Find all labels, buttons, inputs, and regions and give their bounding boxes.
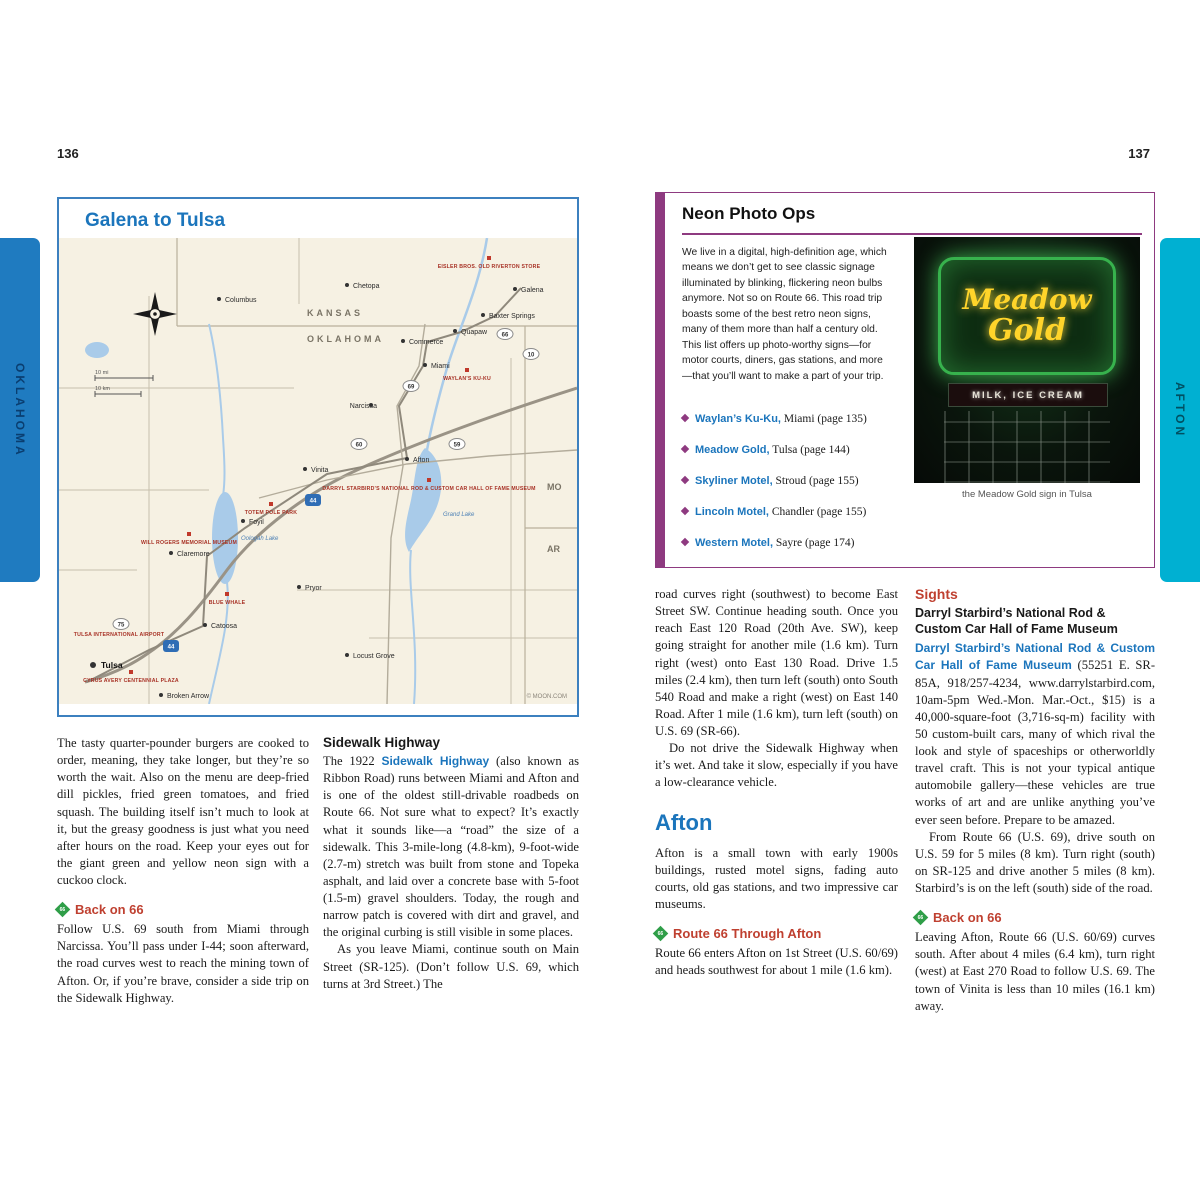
poi-blue-whale: BLUE WHALE bbox=[208, 600, 246, 606]
state-label-kansas: KANSAS bbox=[307, 308, 364, 318]
museum-directions-paragraph: From Route 66 (U.S. 69), drive south on U.S. 59 for 5 miles (8 km). Turn right (south) on SR-125 and drive another 5 miles (8 km). Starbird’s is on the left (south) side of the road. bbox=[915, 829, 1155, 895]
neon-item-detail: Sayre (page 174) bbox=[773, 537, 855, 549]
lake-label-oologah: Oologah Lake bbox=[241, 536, 279, 542]
state-label-oklahoma: OKLAHOMA bbox=[307, 334, 384, 344]
neon-photo-ops-title: Neon Photo Ops bbox=[682, 204, 816, 223]
diamond-bullet-icon bbox=[681, 476, 689, 484]
back-on-66-heading-left bbox=[57, 902, 309, 917]
neon-sign-list bbox=[682, 409, 914, 551]
state-label-mo: MO bbox=[547, 482, 562, 492]
left-column-1 bbox=[57, 735, 309, 1007]
neon-item-name: Skyliner Motel, bbox=[695, 475, 773, 487]
city-catoosa: Catoosa bbox=[211, 623, 238, 630]
scale-mi-label: 10 mi bbox=[95, 370, 109, 376]
diamond-bullet-icon bbox=[681, 538, 689, 546]
shield-60: 60 bbox=[355, 442, 363, 449]
chapter-tab-afton-label: AFTON bbox=[1173, 381, 1187, 439]
leave-miami-paragraph: As you leave Miami, continue south on Main Street (SR-125). (Don’t follow U.S. 69, which turns at 3rd Street.) The bbox=[323, 942, 579, 991]
page-number-left: 136 bbox=[57, 146, 79, 161]
neon-item-detail: Miami (page 135) bbox=[780, 413, 867, 425]
sidebar-rule bbox=[682, 233, 1142, 235]
back-on-66-heading-right bbox=[915, 910, 1155, 925]
neon-sign-word-2: Gold bbox=[987, 313, 1066, 348]
museum-text: (55251 E. SR-85A, 918/257-4234, www.darrylstarbird.com, 10am-5pm Wed.-Mon. Mar.-Oct., $15) is a 40,000-square-foot (3,716-sq-m) facility with 50 custom-built cars, many of which rival the look and style of spaceships or otherworldly travel craft. This is not your typical antique automobile gallery—these vehicles are true works of art and are unlike anything you’ve ever seen before. Prepare to be amazed. bbox=[915, 658, 1156, 827]
city-quapaw: Quapaw bbox=[461, 329, 488, 336]
sidewalk-highway-link: Sidewalk Highway bbox=[381, 754, 490, 768]
shield-59: 59 bbox=[453, 442, 461, 449]
route66-icon: 66 bbox=[913, 910, 929, 926]
route-66-through-afton-paragraph: Route 66 enters Afton on 1st Street (U.S. 60/69) and heads southwest for about 1 mile (1.6 km). bbox=[655, 946, 898, 978]
shield-i44-a: 44 bbox=[309, 498, 317, 505]
neon-intro-paragraph: We live in a digital, high-definition age, which means we don’t get to see classic signage illuminated by blinking, flickering neon bulbs anymore. Not so on Route 66. This road trip boasts some of the best retro neon signs, many of them more than half a century old. This list offers up photo-worthy signs—for motor courts, diners, gas stations, and more—that you’ll want to make a part of your trip. bbox=[682, 247, 887, 382]
list-item bbox=[682, 409, 914, 427]
afton-intro-paragraph: Afton is a small town with early 1900s buildings, rusted motel signs, fading auto courts, old gas stations, and two impressive car museums. bbox=[655, 845, 898, 911]
city-broken-arrow: Broken Arrow bbox=[167, 693, 210, 700]
back-on-66-paragraph-left: Follow U.S. 69 south from Miami through Narcissa. You’ll pass under I-44; soon afterward, the road curves west to reach the mining town of Afton. Or, if you’re brave, consider a side trip on the Sidewalk Highway. bbox=[57, 922, 309, 1005]
scale-km-label: 10 km bbox=[95, 386, 110, 392]
back-on-66-paragraph-right: Leaving Afton, Route 66 (U.S. 60/69) curves south. After about 4 miles (6.4 km), turn right (west) at East 270 Road to follow U.S. 69. The town of Vinita is less than 10 miles (16.1 km) away. bbox=[915, 930, 1155, 1013]
diamond-bullet-icon bbox=[681, 507, 689, 515]
neon-sign-subtext-bar bbox=[948, 383, 1108, 407]
map-title: Galena to Tulsa bbox=[85, 210, 226, 231]
sidebar-accent-bar bbox=[656, 193, 665, 567]
poi-will-rogers: WILL ROGERS MEMORIAL MUSEUM bbox=[141, 540, 237, 546]
city-locust-grove: Locust Grove bbox=[353, 653, 395, 660]
museum-paragraph bbox=[915, 640, 1155, 828]
sidewalk-highway-paragraph bbox=[323, 753, 579, 941]
city-claremore: Claremore bbox=[177, 551, 210, 558]
diamond-bullet-icon bbox=[681, 445, 689, 453]
page-number-right: 137 bbox=[1128, 146, 1150, 161]
list-item bbox=[682, 502, 914, 520]
sights-heading: Sights bbox=[915, 586, 958, 602]
map-panel bbox=[57, 197, 579, 717]
city-narcissa: Narcissa bbox=[349, 403, 377, 410]
poi-cyrus-avery: CYRUS AVERY CENTENNIAL PLAZA bbox=[83, 678, 179, 684]
city-chetopa: Chetopa bbox=[353, 283, 380, 290]
neon-item-name: Western Motel, bbox=[695, 537, 774, 549]
back-on-66-label-left: Back on 66 bbox=[75, 902, 144, 918]
chapter-tab-oklahoma-label: OKLAHOMA bbox=[13, 362, 27, 458]
left-column-2 bbox=[323, 735, 579, 993]
museum-title: Darryl Starbird’s National Rod & Custom Car Hall of Fame Museum bbox=[915, 606, 1118, 636]
museum-link: Darryl Starbird’s National Rod & Custom Car Hall of Fame Museum bbox=[915, 641, 1155, 673]
chapter-tab-afton bbox=[1160, 238, 1200, 582]
city-miami: Miami bbox=[431, 363, 450, 370]
list-item bbox=[682, 471, 914, 489]
poi-tulsa-airport: TULSA INTERNATIONAL AIRPORT bbox=[73, 632, 165, 638]
right-column-1 bbox=[655, 586, 898, 979]
list-item bbox=[682, 440, 914, 458]
meadow-gold-photo bbox=[914, 237, 1140, 483]
map-credit: © MOON.COM bbox=[526, 694, 567, 700]
neon-sign-panel bbox=[938, 257, 1116, 375]
poi-darryl-starbird: DARRYL STARBIRD’S NATIONAL ROD & CUSTOM CAR HALL OF FAME MUSEUM bbox=[322, 486, 536, 492]
sign-scaffold bbox=[944, 411, 1110, 483]
shield-69: 69 bbox=[407, 384, 415, 391]
route66-icon: 66 bbox=[653, 926, 669, 942]
sidewalk-highway-heading: Sidewalk Highway bbox=[323, 735, 441, 750]
neon-item-name: Meadow Gold, bbox=[695, 444, 770, 456]
city-afton: Afton bbox=[413, 457, 430, 464]
state-label-ar: AR bbox=[547, 544, 560, 554]
city-columbus: Columbus bbox=[225, 297, 257, 304]
route-66-through-afton-heading bbox=[655, 926, 898, 941]
neon-item-detail: Stroud (page 155) bbox=[772, 475, 859, 487]
neon-item-name: Lincoln Motel, bbox=[695, 506, 769, 518]
city-baxter-springs: Baxter Springs bbox=[489, 313, 535, 320]
neon-item-name: Waylan’s Ku-Ku, bbox=[695, 413, 781, 425]
sidewalk-text-after: (also known as Ribbon Road) runs between Miami and Afton and is one of the oldest still-drivable roadbeds on Route 66. Not sure what to expect? It’s exactly what it sounds like—a “road” the size of a sidewalk. This 3-mile-long (4.8-km), 9-foot-wide (2.7-m) stretch was built from stone and Topeka asphalt, and laid over a concrete base with 5-foot (1.5-m) gravel shoulders. Today, the rough and narrow patch is covered with dirt and gravel, and the original curbing is still visible in some places. bbox=[323, 754, 579, 940]
lake-label-grand: Grand Lake bbox=[443, 512, 475, 518]
poi-waylans-kuku: WAYLAN’S KU-KU bbox=[443, 376, 491, 382]
back-on-66-label-right: Back on 66 bbox=[933, 910, 1002, 926]
shield-66: 66 bbox=[501, 332, 509, 339]
city-galena: Galena bbox=[521, 287, 544, 294]
city-vinita: Vinita bbox=[311, 467, 329, 474]
city-commerce: Commerce bbox=[409, 339, 444, 346]
neon-photo-ops-panel bbox=[655, 192, 1155, 568]
city-foyil: Foyil bbox=[249, 519, 264, 526]
neon-sign-word-1: Meadow bbox=[962, 283, 1092, 316]
poi-totem-pole-park: TOTEM POLE PARK bbox=[244, 510, 298, 516]
sidewalk-text-before: The 1922 bbox=[323, 754, 382, 768]
afton-section-heading: Afton bbox=[655, 809, 713, 835]
chapter-tab-oklahoma bbox=[0, 238, 40, 582]
directions-paragraph: road curves right (southwest) to become East Street SW. Continue heading south. Once you reach East 120 Road (20th Ave. SW), keep going straight for another mile (1.6 km). Turn right (west) onto East 130 Road. Drive 1.5 miles (2.4 km), then turn left (south) onto South 540 Road and make a right (west) on East 140 Road. After 1 mile (1.6 km), turn left (south) on U.S. 69 (SR-66). bbox=[655, 587, 898, 738]
city-pryor: Pryor bbox=[305, 585, 322, 592]
burgers-paragraph: The tasty quarter-pounder burgers are cooked to order, meaning, they take longer, but they’re so worth the wait. Also on the menu are deep-fried dill pickles, fried green tomatoes, and fried squash. The building itself isn’t much to look at it, but the greasy goodness is just what you need after hours on the road. Keep your eyes out for the giant green and yellow neon sign with a cuckoo clock. bbox=[57, 736, 309, 887]
poi-eisler-bros: EISLER BROS. OLD RIVERTON STORE bbox=[437, 264, 541, 270]
route66-icon: 66 bbox=[55, 902, 71, 918]
right-column-2 bbox=[915, 586, 1155, 1015]
shield-75: 75 bbox=[117, 622, 125, 629]
shield-10: 10 bbox=[527, 352, 535, 359]
list-item bbox=[682, 533, 914, 551]
diamond-bullet-icon bbox=[681, 414, 689, 422]
photo-caption: the Meadow Gold sign in Tulsa bbox=[962, 489, 1092, 500]
neon-sign-subtext: MILK, ICE CREAM bbox=[972, 389, 1084, 401]
neon-item-detail: Tulsa (page 144) bbox=[769, 444, 850, 456]
neon-item-detail: Chandler (page 155) bbox=[768, 506, 867, 518]
warning-paragraph: Do not drive the Sidewalk Highway when it’s wet. And take it slow, especially if you have a low-clearance vehicle. bbox=[655, 741, 898, 790]
route-66-through-afton-label: Route 66 Through Afton bbox=[673, 926, 822, 941]
city-tulsa: Tulsa bbox=[101, 660, 123, 670]
map-graphic bbox=[59, 238, 577, 704]
shield-i44-b: 44 bbox=[167, 644, 175, 651]
